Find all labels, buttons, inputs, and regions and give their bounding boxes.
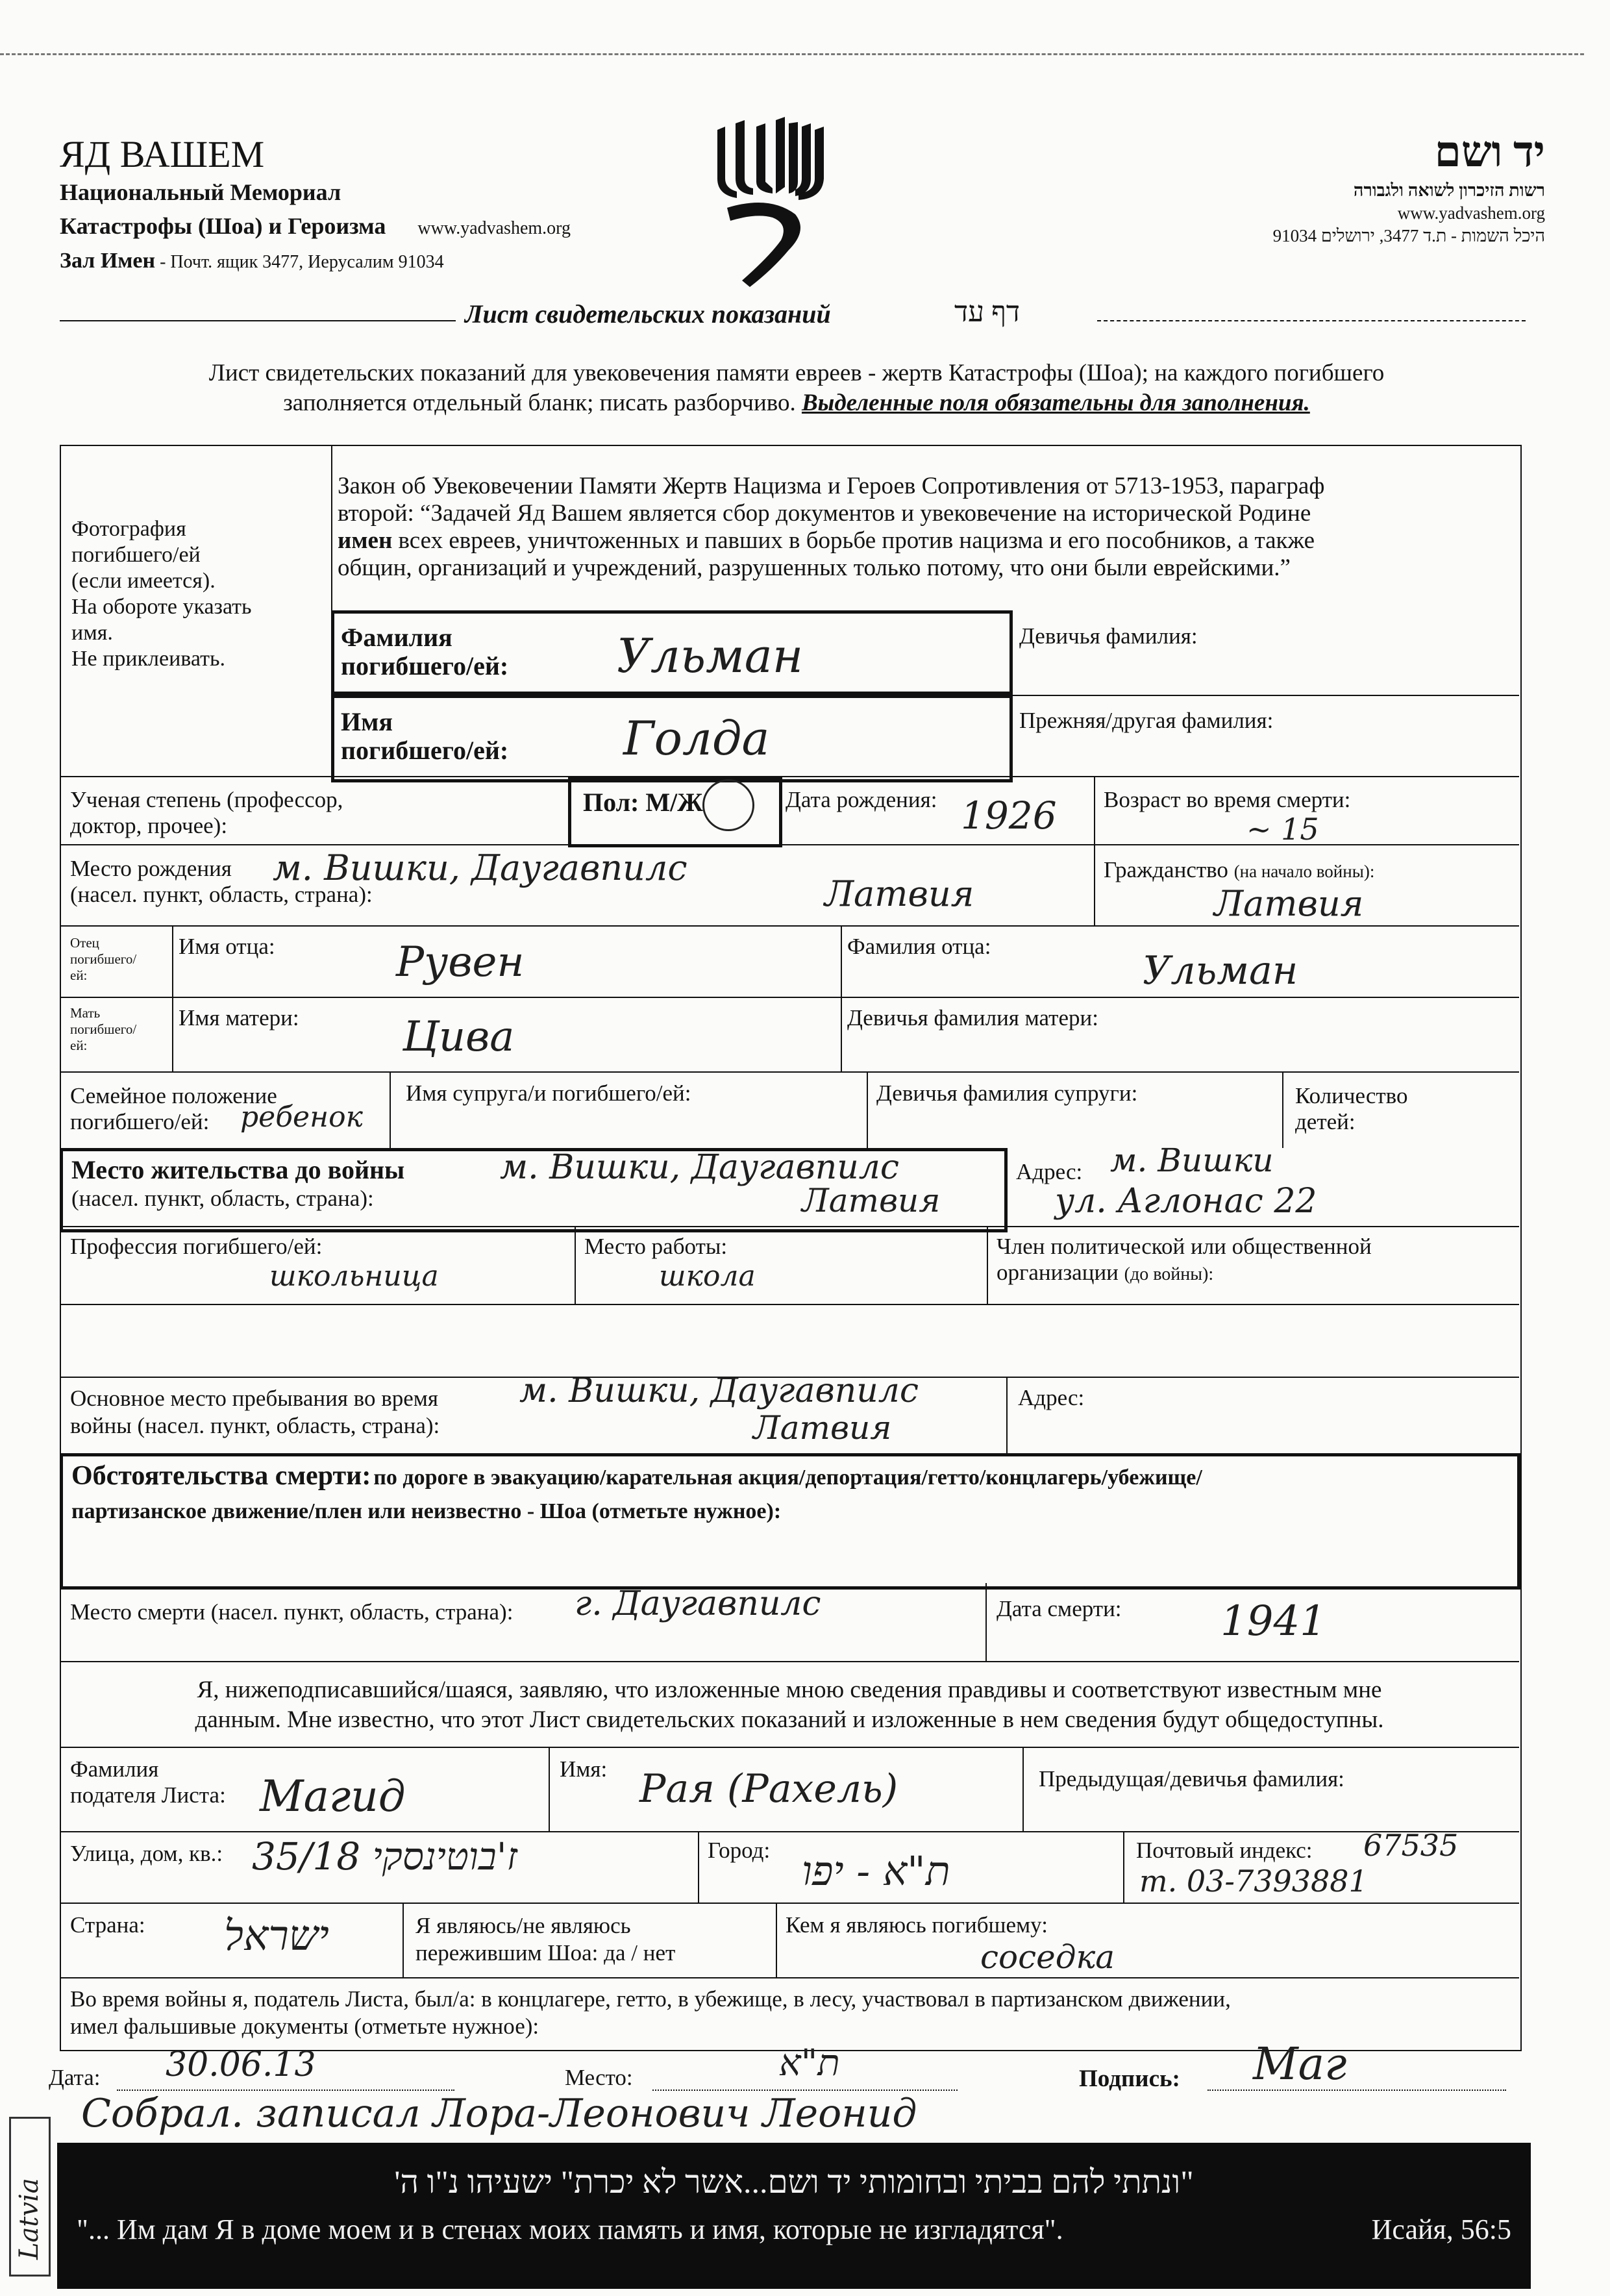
degree-label1: Ученая степень (профессор, bbox=[70, 787, 343, 812]
spouse-label: Имя супруга/и погибшего/ей: bbox=[406, 1080, 691, 1106]
wartime-value1: м. Вишки, Даугавпилс bbox=[519, 1371, 919, 1410]
zip-label: Почтовый индекс: bbox=[1136, 1838, 1313, 1863]
victim-other-name-label: Прежняя/другая фамилия: bbox=[1019, 708, 1274, 733]
citizenship-label: Гражданство bbox=[1104, 857, 1228, 882]
relation-divider bbox=[776, 1903, 777, 1977]
header-url-ru: www.yadvashem.org bbox=[417, 218, 571, 238]
header-line3-row bbox=[60, 246, 709, 277]
survivor-label2-row bbox=[415, 1940, 675, 1967]
death-place-label: Место смерти (насел. пункт, область, страна): bbox=[70, 1599, 514, 1625]
row-line-profession bbox=[60, 1226, 1519, 1227]
form-title: Лист свидетельских показаний bbox=[465, 299, 831, 329]
collector-note: Собрал. записал Лора-Леонович Леонид bbox=[81, 2091, 917, 2136]
law-names: имен bbox=[338, 527, 393, 554]
header-line1-ru: Национальный Мемориал bbox=[60, 179, 341, 205]
row-line-father bbox=[60, 925, 1519, 927]
children-label bbox=[1295, 1083, 1407, 1135]
father-tag-divider bbox=[172, 925, 173, 1071]
residence-value1: м. Вишки, Даугавпилс bbox=[500, 1148, 899, 1187]
header-hall-label: Зал Имен bbox=[60, 249, 156, 273]
intro-text bbox=[60, 358, 1533, 418]
war-line1: Во время войны я, податель Листа, был/а: в концлагере, гетто, в убежище, в лесу, участвовал в партизанском движении, bbox=[70, 1986, 1231, 2012]
date-value: 30.06.13 bbox=[166, 2045, 316, 2084]
signature-label: Подпись: bbox=[1079, 2065, 1180, 2092]
intro-mandatory: Выделенные поля обязательны для заполнения. bbox=[801, 390, 1310, 416]
survivor-options[interactable]: да / нет bbox=[604, 1940, 676, 1965]
submitter-surname-label2: подателя Листа: bbox=[70, 1782, 226, 1808]
city-label: Город: bbox=[708, 1838, 771, 1863]
war-line2: имел фальшивые документы (отметьте нужное): bbox=[70, 2014, 539, 2039]
victim-firstname-label2: погибшего/ей: bbox=[341, 736, 509, 765]
sex-selected-circle bbox=[702, 779, 754, 831]
wartime-label bbox=[70, 1385, 440, 1440]
wartime-label2: войны (насел. пункт, область, страна): bbox=[70, 1413, 440, 1438]
spouse-maiden-divider bbox=[867, 1071, 868, 1148]
children-label1: Количество bbox=[1295, 1083, 1408, 1108]
title-rule-right bbox=[1097, 320, 1526, 321]
residence-address-label: Адрес: bbox=[1016, 1159, 1083, 1184]
war-activities bbox=[70, 1986, 1231, 2040]
citizenship-divider bbox=[1094, 844, 1095, 925]
footer-russian: "... Им дам Я в доме моем и в стенах моих память и имя, которые не изгладятся". bbox=[77, 2214, 1063, 2245]
father-tag bbox=[70, 935, 136, 984]
law-line3-row bbox=[338, 527, 1324, 555]
submitter-name-value: Рая (Рахель) bbox=[639, 1766, 898, 1812]
header-title-ru: ЯД ВАШЕМ bbox=[60, 133, 265, 175]
birthplace-label1: Место рождения bbox=[70, 856, 232, 881]
citizenship-note: (на начало войны): bbox=[1233, 862, 1375, 881]
residence-address-value2: ул. Аглонас 22 bbox=[1055, 1182, 1317, 1221]
place-label: Место: bbox=[565, 2065, 633, 2090]
law-line3: всех евреев, уничтоженных и павших в борьбе против нацизма и его пособников, а также bbox=[392, 527, 1315, 554]
marital-label1: Семейное положение bbox=[70, 1083, 277, 1108]
wartime-address-label: Адрес: bbox=[1018, 1385, 1085, 1410]
victim-surname-label2: погибшего/ей: bbox=[341, 651, 509, 680]
father-tag1: Отец bbox=[70, 935, 99, 951]
form-title-hebrew: דף עד bbox=[954, 296, 1021, 328]
citizenship-value: Латвия bbox=[1214, 883, 1364, 924]
circumstances-row1 bbox=[71, 1461, 1202, 1497]
relation-label: Кем я являюсь погибшему: bbox=[786, 1912, 1048, 1938]
father-surname-divider bbox=[841, 925, 842, 1071]
intro-line2-row bbox=[60, 388, 1533, 418]
relation-value: соседка bbox=[980, 1938, 1115, 1976]
circumstances-options2: партизанское движение/плен или неизвестно - Шоа (отметьте нужное): bbox=[71, 1499, 782, 1523]
father-surname-label: Фамилия отца: bbox=[847, 934, 991, 959]
victim-surname-label1: Фамилия bbox=[341, 623, 452, 652]
law-line2: второй: “Задачей Яд Вашем является сбор документов и увековечение на исторической Родине bbox=[338, 500, 1311, 527]
residence-label2: (насел. пункт, область, страна): bbox=[71, 1186, 374, 1211]
father-surname-value: Ульман bbox=[1143, 948, 1298, 993]
mother-name-label: Имя матери: bbox=[179, 1005, 299, 1030]
birthplace-value2: Латвия bbox=[824, 873, 974, 914]
death-date-label: Дата смерти: bbox=[997, 1596, 1122, 1621]
death-place-value: г. Даугавпилс bbox=[575, 1584, 821, 1623]
header-url-he: www.yadvashem.org bbox=[1397, 203, 1545, 223]
submitter-surname-label1: Фамилия bbox=[70, 1756, 159, 1782]
member-note: (до войны): bbox=[1124, 1264, 1214, 1284]
submitter-surname-label bbox=[70, 1756, 226, 1808]
birthplace-label2: (насел. пункт, область, страна): bbox=[70, 882, 373, 907]
member-label1: Член политической или общественной bbox=[997, 1234, 1372, 1259]
age-value: ~ 15 bbox=[1246, 812, 1319, 847]
law-line4: общин, организаций и учреждений, разрушенных только потому, что они были еврейскими.” bbox=[338, 555, 1291, 581]
spouse-divider bbox=[390, 1071, 391, 1148]
row-line-war bbox=[60, 1977, 1519, 1978]
law-text bbox=[338, 473, 1324, 582]
photo-line5: имя. bbox=[71, 621, 113, 645]
age-divider bbox=[1094, 776, 1095, 844]
profession-value: школьница bbox=[269, 1260, 439, 1293]
phone-value: т. 03-7393881 bbox=[1139, 1864, 1368, 1899]
row-line-declaration bbox=[60, 1661, 1519, 1662]
declaration bbox=[60, 1675, 1519, 1735]
member-label2: организации bbox=[997, 1260, 1119, 1285]
profession-label: Профессия погибшего/ей: bbox=[70, 1234, 323, 1259]
sex-label: Пол: М/Ж bbox=[583, 788, 703, 817]
death-date-divider bbox=[985, 1583, 987, 1661]
photo-line3: (если имеется). bbox=[71, 569, 216, 593]
footer-ref: Исайя, 56:5 bbox=[1371, 2214, 1511, 2245]
header-line2-he: היכל השמות - ת.ד 3477, ירושלים 91034 bbox=[1272, 226, 1545, 245]
header-title-he: יד ושם bbox=[1434, 129, 1545, 176]
photo-line4: На обороте указать bbox=[71, 595, 252, 619]
residence-label bbox=[71, 1156, 404, 1213]
victim-surname-value: Ульман bbox=[617, 629, 804, 683]
mother-tag bbox=[70, 1005, 136, 1054]
header-line2-ru: Катастрофы (Шоа) и Героизма bbox=[60, 213, 386, 239]
circumstances-options1: по дороге в эвакуацию/карательная акция/депортация/гетто/концлагерь/убежище/ bbox=[373, 1466, 1202, 1490]
photo-line2: погибшего/ей bbox=[71, 543, 201, 567]
row-line-birthplace bbox=[60, 844, 1519, 845]
declaration-line1: Я, нижеподписавшийся/шаяся, заявляю, что изложенные мною сведения правдивы и соответствуют известным мне bbox=[197, 1677, 1382, 1703]
mother-tag2: погибшего/ bbox=[70, 1021, 137, 1037]
photo-box bbox=[71, 516, 252, 672]
country-value: ישראל bbox=[224, 1912, 329, 1960]
row-line-country bbox=[60, 1903, 1519, 1904]
header-hall-address: - Почт. ящик 3477, Иерусалим 91034 bbox=[155, 252, 444, 272]
margin-stamp-text: Latvia bbox=[14, 2178, 44, 2260]
survivor-label bbox=[415, 1912, 675, 1967]
country-label: Страна: bbox=[70, 1912, 145, 1938]
place-value: ת"א bbox=[779, 2042, 840, 2084]
mother-name-value: Цива bbox=[402, 1013, 515, 1061]
marital-value: ребенок bbox=[240, 1101, 363, 1134]
intro-line1: Лист свидетельских показаний для увековечения памяти евреев - жертв Катастрофы (Шоа); на каждого погибшего bbox=[208, 360, 1385, 386]
father-tag2: погибшего/ bbox=[70, 951, 137, 967]
father-tag3: ей: bbox=[70, 967, 88, 983]
footer-russian-row bbox=[57, 2213, 1531, 2246]
header-line1-he: רשות הזיכרון לשואה ולגבורה bbox=[1353, 181, 1545, 200]
father-name-label: Имя отца: bbox=[179, 934, 275, 959]
header-line2-row bbox=[60, 208, 709, 246]
workplace-divider bbox=[575, 1226, 576, 1304]
row-line-blank bbox=[60, 1304, 1519, 1305]
member-label2-row bbox=[997, 1260, 1372, 1288]
circumstances-label: Обстоятельства смерти: bbox=[71, 1461, 371, 1491]
yad-vashem-russian-header bbox=[60, 133, 709, 277]
wartime-address-divider bbox=[1006, 1377, 1008, 1453]
degree-label bbox=[70, 787, 343, 839]
circumstances-text bbox=[71, 1461, 1202, 1527]
photo-line6: Не приклеивать. bbox=[71, 647, 225, 671]
submitter-surname-value: Магид bbox=[260, 1771, 406, 1821]
city-value: ת"א - יפו bbox=[802, 1847, 950, 1895]
workplace-label: Место работы: bbox=[584, 1234, 728, 1259]
row-line-maiden bbox=[1006, 695, 1519, 696]
citizenship-label-row bbox=[1104, 857, 1374, 883]
dob-label: Дата рождения: bbox=[786, 787, 937, 812]
children-divider bbox=[1282, 1071, 1283, 1148]
degree-label2: доктор, прочее): bbox=[70, 813, 228, 838]
signature-value: Маг bbox=[1253, 2039, 1347, 2090]
residence-value2: Латвия bbox=[802, 1182, 941, 1219]
signature-line bbox=[1208, 2090, 1506, 2091]
children-label2: детей: bbox=[1295, 1109, 1356, 1134]
scan-edge-line bbox=[0, 53, 1584, 55]
victim-firstname-label bbox=[341, 708, 508, 765]
wartime-value2: Латвия bbox=[753, 1409, 892, 1447]
row-line-mother bbox=[60, 997, 1519, 998]
submitter-prev-divider bbox=[1022, 1747, 1024, 1831]
birthplace-value1: м. Вишки, Даугавпилс bbox=[273, 847, 687, 888]
yad-vashem-hebrew-header bbox=[1104, 127, 1545, 247]
photo-line1: Фотография bbox=[71, 517, 186, 541]
menorah-icon bbox=[711, 117, 841, 292]
mother-tag3: ей: bbox=[70, 1038, 88, 1053]
yad-vashem-logo bbox=[711, 117, 841, 292]
dob-value: 1926 bbox=[961, 793, 1057, 838]
victim-surname-label bbox=[341, 623, 508, 680]
workplace-value: школа bbox=[659, 1260, 756, 1293]
residence-address-value1: м. Вишки bbox=[1110, 1142, 1274, 1179]
city-divider bbox=[698, 1831, 699, 1903]
row-line-street bbox=[60, 1831, 1519, 1832]
age-label: Возраст во время смерти: bbox=[1104, 787, 1351, 812]
residence-label1: Место жительства до войны bbox=[71, 1155, 405, 1184]
death-date-value: 1941 bbox=[1220, 1597, 1326, 1645]
marital-label2: погибшего/ей: bbox=[70, 1109, 210, 1134]
submitter-name-label: Имя: bbox=[560, 1756, 608, 1782]
survivor-divider bbox=[402, 1903, 404, 1977]
zip-divider bbox=[1123, 1831, 1124, 1903]
mother-maiden-label: Девичья фамилия матери: bbox=[847, 1005, 1098, 1030]
law-line1: Закон об Увековечении Памяти Жертв Нацизма и Героев Сопротивления от 5713-1953, параграф bbox=[338, 473, 1325, 499]
victim-firstname-value: Голда bbox=[623, 711, 770, 766]
row-line-marital bbox=[60, 1071, 1519, 1073]
footer-hebrew: "ונתתי להם בביתי ובחומותי יד ושם...אשר לא יכרת" ישעיהו נ"ו ה' bbox=[394, 2164, 1194, 2200]
street-label: Улица, дом, кв.: bbox=[70, 1841, 223, 1866]
zip-value: 67535 bbox=[1363, 1828, 1459, 1863]
mother-tag1: Мать bbox=[70, 1005, 101, 1021]
submitter-name-divider bbox=[549, 1747, 550, 1831]
victim-firstname-label1: Имя bbox=[341, 707, 393, 736]
member-divider bbox=[987, 1226, 988, 1304]
survivor-label1: Я являюсь/не являюсь bbox=[415, 1913, 631, 1938]
submitter-prev-label: Предыдущая/девичья фамилия: bbox=[1039, 1766, 1344, 1791]
title-rule-left bbox=[60, 320, 456, 321]
declaration-line2: данным. Мне известно, что этот Лист свидетельских показаний и изложенные в нем сведения будут общедоступны. bbox=[195, 1706, 1384, 1733]
row-line-submitter bbox=[60, 1747, 1519, 1748]
member-label bbox=[997, 1234, 1372, 1288]
victim-maiden-label: Девичья фамилия: bbox=[1019, 623, 1198, 649]
survivor-label2: пережившим Шоа: bbox=[415, 1940, 599, 1965]
intro-line2: заполняется отдельный бланк; писать разборчиво. bbox=[283, 390, 796, 416]
wartime-label1: Основное место пребывания во время bbox=[70, 1386, 439, 1411]
father-name-value: Рувен bbox=[396, 938, 525, 986]
street-value: 35/18 ז'בוטינסקי bbox=[252, 1834, 517, 1878]
row-line-degree bbox=[60, 776, 1519, 777]
date-label: Дата: bbox=[49, 2065, 101, 2090]
footer-bar bbox=[57, 2143, 1531, 2289]
spouse-maiden-label: Девичья фамилия супруги: bbox=[876, 1080, 1138, 1106]
